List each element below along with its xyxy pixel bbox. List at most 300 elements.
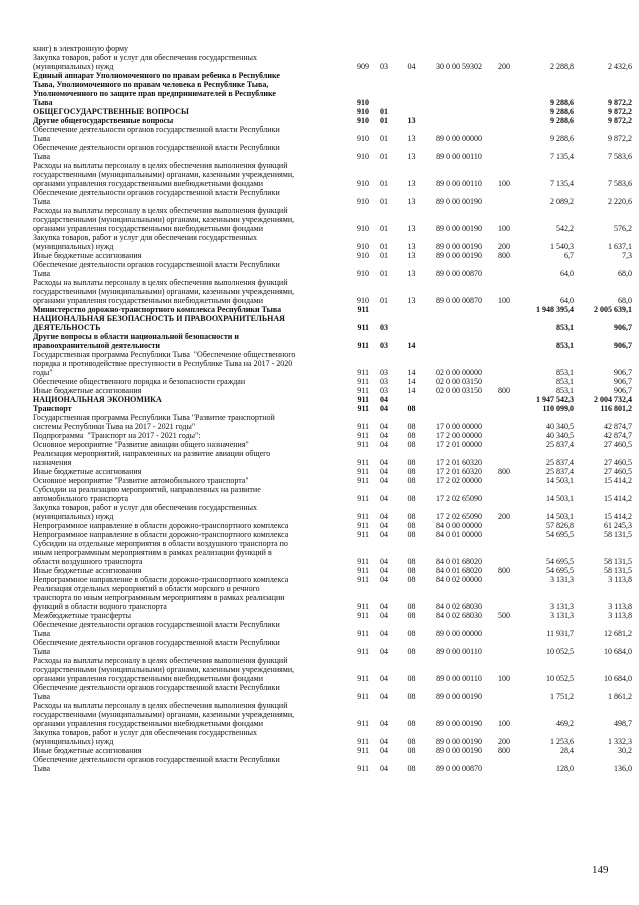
cell-amount-year1: 57 826,8 (546, 521, 574, 530)
table-row (33, 413, 633, 431)
row-name: НАЦИОНАЛЬНАЯ ЭКОНОМИКА (33, 395, 162, 404)
cell-amount-year2: 10 684,0 (604, 647, 632, 656)
cell-amount-year1: 54 695,5 (546, 557, 574, 566)
cell-ministry-code: 909 (357, 62, 369, 71)
table-row (33, 71, 633, 107)
cell-amount-year2: 1 332,3 (608, 737, 632, 746)
table-row (33, 350, 633, 377)
row-name: книг) в электронную форму (33, 44, 129, 53)
cell-subsection-code: 08 (407, 602, 416, 611)
row-name: Иные бюджетные ассигнования (33, 746, 142, 755)
cell-ministry-code: 910 (357, 116, 369, 125)
cell-amount-year2: 27 460,5 (604, 440, 632, 449)
cell-subsection-code: 13 (407, 251, 416, 260)
table-row (33, 125, 633, 143)
cell-amount-year1: 3 131,3 (550, 611, 574, 620)
cell-amount-year2: 3 113,8 (608, 575, 632, 584)
cell-ministry-code: 911 (357, 521, 369, 530)
cell-amount-year1: 54 695,5 (546, 566, 574, 575)
cell-subsection-code: 08 (407, 566, 416, 575)
cell-amount-year2: 1 637,1 (608, 242, 632, 251)
cell-ministry-code: 910 (357, 152, 369, 161)
cell-expense-type: 200 (498, 737, 510, 746)
cell-ministry-code: 911 (357, 530, 369, 539)
table-row (33, 107, 633, 116)
cell-amount-year1: 40 340,5 (546, 431, 574, 440)
cell-amount-year2: 61 245,3 (604, 521, 632, 530)
row-name: Транспорт (33, 404, 72, 413)
cell-amount-year1: 10 052,5 (546, 647, 574, 656)
cell-amount-year1: 1 947 542,3 (536, 395, 574, 404)
cell-section-code: 04 (380, 719, 388, 728)
row-name: Подпрограмма "Транспорт на 2017 - 2021 годы": (33, 431, 201, 440)
table-row (33, 467, 633, 476)
cell-target-article: 84 0 02 68030 (436, 602, 482, 611)
cell-target-article: 30 0 00 59302 (436, 62, 482, 71)
cell-ministry-code: 911 (357, 422, 369, 431)
cell-subsection-code: 08 (407, 629, 416, 638)
cell-section-code: 04 (380, 431, 388, 440)
cell-target-article: 89 0 00 00000 (436, 134, 482, 143)
cell-expense-type: 100 (498, 674, 510, 683)
cell-subsection-code: 08 (407, 467, 416, 476)
cell-amount-year1: 110 099,0 (542, 404, 574, 413)
cell-section-code: 04 (380, 692, 388, 701)
cell-section-code: 04 (380, 629, 388, 638)
cell-ministry-code: 911 (357, 377, 369, 386)
cell-ministry-code: 911 (357, 386, 369, 395)
row-name: Другие общегосударственные вопросы (33, 116, 174, 125)
cell-amount-year1: 853,1 (556, 341, 574, 350)
cell-amount-year2: 15 414,2 (604, 476, 632, 485)
row-name: Министерство дорожно-транспортного комплекса Республики Тыва (33, 305, 282, 314)
cell-section-code: 04 (380, 467, 388, 476)
cell-amount-year2: 42 874,7 (604, 422, 632, 431)
cell-target-article: 89 0 00 00190 (436, 197, 482, 206)
cell-subsection-code: 13 (407, 269, 416, 278)
cell-ministry-code: 911 (357, 458, 369, 467)
cell-amount-year1: 3 131,3 (550, 575, 574, 584)
cell-section-code: 01 (380, 224, 388, 233)
cell-ministry-code: 910 (357, 224, 369, 233)
table-row (33, 314, 633, 332)
cell-section-code: 01 (380, 251, 388, 260)
cell-amount-year2: 15 414,2 (604, 512, 632, 521)
row-name: Реализация мероприятий, направленных на развитие авиации общего назначения (33, 449, 271, 467)
cell-ministry-code: 910 (357, 107, 369, 116)
cell-expense-type: 100 (498, 296, 510, 305)
cell-amount-year1: 9 288,6 (550, 107, 574, 116)
cell-amount-year1: 9 288,6 (550, 134, 574, 143)
table-row (33, 503, 633, 521)
row-name: Расходы на выплаты персоналу в целях обеспечения выполнения функций государственными (муниципальными) органами, казенными учреждениями, органами управления государственными внебюджетными фондами (33, 161, 295, 188)
cell-subsection-code: 08 (407, 557, 416, 566)
cell-section-code: 03 (380, 377, 388, 386)
cell-amount-year2: 7 583,6 (608, 179, 632, 188)
row-name: Иные бюджетные ассигнования (33, 251, 142, 260)
cell-amount-year2: 906,7 (614, 377, 632, 386)
cell-target-article: 17 2 01 60320 (436, 458, 482, 467)
cell-section-code: 04 (380, 674, 388, 683)
cell-section-code: 04 (380, 440, 388, 449)
cell-amount-year1: 128,0 (556, 764, 574, 773)
cell-ministry-code: 911 (357, 602, 369, 611)
cell-amount-year2: 9 872,2 (608, 107, 632, 116)
row-name: Расходы на выплаты персоналу в целях обеспечения выполнения функций государственными (муниципальными) органами, казенными учреждениями, органами управления государственными внебюджетными фондами (33, 278, 295, 305)
table-row (33, 278, 633, 305)
table-row (33, 620, 633, 638)
cell-amount-year1: 25 837,4 (546, 440, 574, 449)
cell-amount-year2: 27 460,5 (604, 467, 632, 476)
cell-amount-year2: 68,0 (618, 296, 632, 305)
cell-subsection-code: 04 (407, 62, 416, 71)
table-row (33, 755, 633, 773)
cell-section-code: 01 (380, 269, 388, 278)
cell-amount-year2: 9 872,2 (608, 116, 632, 125)
cell-section-code: 01 (380, 152, 388, 161)
cell-amount-year1: 1 751,2 (550, 692, 574, 701)
cell-amount-year2: 7 583,6 (608, 152, 632, 161)
cell-section-code: 04 (380, 521, 388, 530)
cell-section-code: 04 (380, 557, 388, 566)
cell-section-code: 01 (380, 134, 388, 143)
row-name: Обеспечение деятельности органов государственной власти Республики Тыва (33, 620, 280, 638)
cell-amount-year2: 58 131,5 (604, 530, 632, 539)
cell-target-article: 89 0 00 00110 (436, 647, 482, 656)
table-row (33, 584, 633, 611)
row-name: Обеспечение деятельности органов государственной власти Республики Тыва (33, 260, 280, 278)
cell-section-code: 01 (380, 296, 388, 305)
cell-section-code: 04 (380, 476, 388, 485)
row-name: Субсидии на реализацию мероприятий, направленных на развитие автомобильного транспорта (33, 485, 261, 503)
cell-amount-year1: 853,1 (556, 368, 574, 377)
table-row (33, 395, 633, 404)
cell-target-article: 17 2 01 00000 (436, 440, 482, 449)
cell-target-article: 17 2 02 65090 (436, 494, 482, 503)
row-name: Обеспечение общественного порядка и безопасности граждан (33, 377, 246, 386)
cell-amount-year1: 64,0 (560, 269, 574, 278)
cell-subsection-code: 14 (407, 368, 416, 377)
cell-target-article: 89 0 00 00190 (436, 251, 482, 260)
cell-section-code: 04 (380, 395, 388, 404)
cell-amount-year2: 1 861,2 (608, 692, 632, 701)
row-name: Обеспечение деятельности органов государственной власти Республики Тыва (33, 143, 280, 161)
table-row (33, 638, 633, 656)
cell-target-article: 84 0 01 68020 (436, 557, 482, 566)
cell-amount-year2: 7,3 (622, 251, 632, 260)
cell-expense-type: 800 (498, 566, 510, 575)
cell-ministry-code: 911 (357, 674, 369, 683)
cell-target-article: 89 0 00 00190 (436, 746, 482, 755)
cell-subsection-code: 08 (407, 494, 416, 503)
table-row (33, 116, 633, 125)
table-row (33, 746, 633, 755)
row-name: НАЦИОНАЛЬНАЯ БЕЗОПАСНОСТЬ И ПРАВООХРАНИТЕЛЬНАЯ ДЕЯТЕЛЬНОСТЬ (33, 314, 285, 332)
cell-ministry-code: 910 (357, 134, 369, 143)
cell-ministry-code: 911 (357, 395, 369, 404)
table-row (33, 233, 633, 251)
cell-section-code: 04 (380, 422, 388, 431)
cell-expense-type: 500 (498, 611, 510, 620)
cell-subsection-code: 14 (407, 377, 416, 386)
cell-ministry-code: 911 (357, 647, 369, 656)
cell-amount-year1: 64,0 (560, 296, 574, 305)
cell-amount-year1: 1 540,3 (550, 242, 574, 251)
cell-target-article: 17 2 00 00000 (436, 431, 482, 440)
cell-ministry-code: 911 (357, 764, 369, 773)
cell-target-article: 89 0 00 00110 (436, 179, 482, 188)
cell-subsection-code: 13 (407, 224, 416, 233)
row-name: Закупка товаров, работ и услуг для обеспечения государственных (муниципальных) нужд (33, 233, 258, 251)
row-name: Единый аппарат Уполномоченного по правам ребенка в Республике Тыва, Уполномоченного по правам человека в Республике Тыва, Уполномоченного по защите прав предпринимателей в Республике Тыва (33, 71, 280, 107)
table-row (33, 566, 633, 575)
cell-subsection-code: 13 (407, 116, 416, 125)
cell-subsection-code: 08 (407, 404, 416, 413)
cell-target-article: 89 0 00 00190 (436, 224, 482, 233)
cell-subsection-code: 08 (407, 737, 416, 746)
row-name: Обеспечение деятельности органов государственной власти Республики Тыва (33, 683, 280, 701)
cell-subsection-code: 08 (407, 674, 416, 683)
cell-ministry-code: 911 (357, 746, 369, 755)
cell-amount-year1: 40 340,5 (546, 422, 574, 431)
row-name: Обеспечение деятельности органов государственной власти Республики Тыва (33, 188, 280, 206)
cell-expense-type: 800 (498, 467, 510, 476)
cell-ministry-code: 911 (357, 557, 369, 566)
cell-section-code: 04 (380, 458, 388, 467)
cell-ministry-code: 911 (357, 566, 369, 575)
row-name: Обеспечение деятельности органов государственной власти Республики Тыва (33, 755, 280, 773)
table-row (33, 260, 633, 278)
row-name: Непрограммное направление в области дорожно-транспортного комплекса (33, 530, 289, 539)
cell-amount-year2: 906,7 (614, 368, 632, 377)
row-name: Расходы на выплаты персоналу в целях обеспечения выполнения функций государственными (муниципальными) органами, казенными учреждениями, органами управления государственными внебюджетными фондами (33, 701, 295, 728)
cell-amount-year2: 906,7 (614, 386, 632, 395)
table-row (33, 656, 633, 683)
row-name: Иные бюджетные ассигнования (33, 386, 142, 395)
cell-subsection-code: 08 (407, 440, 416, 449)
cell-amount-year2: 58 131,5 (604, 557, 632, 566)
cell-subsection-code: 08 (407, 692, 416, 701)
cell-amount-year1: 1 253,6 (550, 737, 574, 746)
cell-amount-year2: 906,7 (614, 341, 632, 350)
cell-ministry-code: 911 (357, 440, 369, 449)
cell-amount-year1: 853,1 (556, 377, 574, 386)
table-row (33, 440, 633, 449)
cell-target-article: 17 2 02 00000 (436, 476, 482, 485)
cell-ministry-code: 911 (357, 404, 369, 413)
cell-ministry-code: 911 (357, 494, 369, 503)
table-row (33, 530, 633, 539)
table-row (33, 251, 633, 260)
cell-amount-year1: 7 135,4 (550, 152, 574, 161)
cell-ministry-code: 911 (357, 431, 369, 440)
cell-subsection-code: 08 (407, 521, 416, 530)
cell-section-code: 04 (380, 575, 388, 584)
row-name: Основное мероприятие "Развитие авиации общего назначения" (33, 440, 249, 449)
cell-amount-year1: 2 288,8 (550, 62, 574, 71)
table-row (33, 161, 633, 188)
cell-amount-year2: 58 131,5 (604, 566, 632, 575)
row-name: Закупка товаров, работ и услуг для обеспечения государственных (муниципальных) нужд (33, 728, 258, 746)
cell-amount-year2: 2 220,6 (608, 197, 632, 206)
cell-subsection-code: 13 (407, 242, 416, 251)
cell-target-article: 02 0 00 03150 (436, 386, 482, 395)
cell-target-article: 02 0 00 03150 (436, 377, 482, 386)
cell-expense-type: 200 (498, 242, 510, 251)
cell-target-article: 84 0 00 00000 (436, 521, 482, 530)
cell-target-article: 17 2 01 60320 (436, 467, 482, 476)
cell-amount-year2: 42 874,7 (604, 431, 632, 440)
cell-amount-year1: 10 052,5 (546, 674, 574, 683)
table-row (33, 701, 633, 728)
cell-expense-type: 800 (498, 746, 510, 755)
row-name: Субсидии на отдельные мероприятия в области воздушного транспорта по иным непрограммным мероприятиям в рамках реализации функций в области воздушного транспорта (33, 539, 288, 566)
cell-section-code: 04 (380, 611, 388, 620)
cell-amount-year2: 12 681,2 (604, 629, 632, 638)
table-row (33, 539, 633, 566)
table-row (33, 377, 633, 386)
cell-amount-year2: 2 432,6 (608, 62, 632, 71)
cell-section-code: 01 (380, 107, 388, 116)
cell-amount-year1: 853,1 (556, 323, 574, 332)
cell-amount-year1: 542,2 (556, 224, 574, 233)
cell-amount-year1: 54 695,5 (546, 530, 574, 539)
cell-section-code: 01 (380, 116, 388, 125)
row-name: Реализация отдельных мероприятий в области морского и речного транспорта по иным непрограммным мероприятиям в рамках реализации функций в области водного транспорта (33, 584, 285, 611)
cell-ministry-code: 910 (357, 242, 369, 251)
cell-target-article: 89 0 00 00190 (436, 737, 482, 746)
cell-ministry-code: 911 (357, 629, 369, 638)
row-name: Закупка товаров, работ и услуг для обеспечения государственных (муниципальных) нужд (33, 53, 258, 71)
cell-amount-year1: 28,4 (560, 746, 574, 755)
cell-subsection-code: 13 (407, 134, 416, 143)
cell-amount-year1: 14 503,1 (546, 476, 574, 485)
cell-ministry-code: 910 (357, 98, 369, 107)
cell-subsection-code: 08 (407, 458, 416, 467)
cell-section-code: 04 (380, 746, 388, 755)
cell-subsection-code: 13 (407, 179, 416, 188)
cell-subsection-code: 08 (407, 431, 416, 440)
cell-expense-type: 100 (498, 719, 510, 728)
cell-subsection-code: 08 (407, 422, 416, 431)
row-name: Обеспечение деятельности органов государственной власти Республики Тыва (33, 638, 280, 656)
cell-section-code: 04 (380, 566, 388, 575)
row-name: Государственная программа Республики Тыва "Обеспечение общественного порядка и противодействие преступности в Республике Тыва на 2017 - 2020 годы" (33, 350, 296, 377)
table-row (33, 188, 633, 206)
cell-section-code: 03 (380, 368, 388, 377)
cell-amount-year2: 136,0 (614, 764, 632, 773)
row-name: Межбюджетные трансферты (33, 611, 131, 620)
cell-subsection-code: 08 (407, 611, 416, 620)
table-row (33, 575, 633, 584)
cell-expense-type: 800 (498, 251, 510, 260)
cell-subsection-code: 13 (407, 197, 416, 206)
cell-subsection-code: 08 (407, 512, 416, 521)
cell-amount-year2: 10 684,0 (604, 674, 632, 683)
cell-ministry-code: 910 (357, 197, 369, 206)
table-row (33, 476, 633, 485)
cell-expense-type: 100 (498, 179, 510, 188)
cell-amount-year2: 30,2 (618, 746, 632, 755)
cell-ministry-code: 911 (357, 737, 369, 746)
row-name: Расходы на выплаты персоналу в целях обеспечения выполнения функций государственными (муниципальными) органами, казенными учреждениями, органами управления государственными внебюджетными фондами (33, 206, 295, 233)
cell-amount-year1: 2 089,2 (550, 197, 574, 206)
cell-target-article: 17 0 00 00000 (436, 422, 482, 431)
cell-amount-year2: 2 004 732,4 (594, 395, 632, 404)
cell-amount-year2: 2 005 639,1 (594, 305, 632, 314)
cell-section-code: 03 (380, 62, 388, 71)
table-row (33, 44, 633, 53)
row-name: Расходы на выплаты персоналу в целях обеспечения выполнения функций государственными (муниципальными) органами, казенными учреждениями, органами управления государственными внебюджетными фондами (33, 656, 295, 683)
cell-ministry-code: 911 (357, 341, 369, 350)
cell-section-code: 03 (380, 323, 388, 332)
cell-amount-year1: 6,7 (564, 251, 574, 260)
cell-ministry-code: 910 (357, 179, 369, 188)
cell-amount-year2: 498,7 (614, 719, 632, 728)
cell-target-article: 84 0 02 00000 (436, 575, 482, 584)
cell-amount-year1: 9 288,6 (550, 116, 574, 125)
table-row (33, 683, 633, 701)
cell-amount-year2: 68,0 (618, 269, 632, 278)
cell-ministry-code: 911 (357, 575, 369, 584)
cell-ministry-code: 911 (357, 467, 369, 476)
cell-subsection-code: 14 (407, 386, 416, 395)
cell-target-article: 89 0 00 00190 (436, 242, 482, 251)
row-name: Закупка товаров, работ и услуг для обеспечения государственных (муниципальных) нужд (33, 503, 258, 521)
cell-target-article: 89 0 00 00190 (436, 719, 482, 728)
table-row (33, 449, 633, 467)
cell-amount-year2: 116 801,2 (600, 404, 632, 413)
cell-subsection-code: 08 (407, 764, 416, 773)
cell-amount-year2: 15 414,2 (604, 494, 632, 503)
table-row (33, 611, 633, 620)
cell-target-article: 84 0 02 68030 (436, 611, 482, 620)
table-row (33, 53, 633, 71)
cell-section-code: 04 (380, 764, 388, 773)
cell-section-code: 04 (380, 512, 388, 521)
table-row (33, 143, 633, 161)
cell-ministry-code: 910 (357, 251, 369, 260)
cell-ministry-code: 911 (357, 323, 369, 332)
cell-section-code: 04 (380, 647, 388, 656)
cell-ministry-code: 911 (357, 512, 369, 521)
row-name: Непрограммное направление в области дорожно-транспортного комплекса (33, 575, 289, 584)
cell-section-code: 01 (380, 242, 388, 251)
cell-subsection-code: 13 (407, 152, 416, 161)
row-name: Обеспечение деятельности органов государственной власти Республики Тыва (33, 125, 280, 143)
row-name: Непрограммное направление в области дорожно-транспортного комплекса (33, 521, 289, 530)
cell-ministry-code: 911 (357, 611, 369, 620)
cell-section-code: 04 (380, 494, 388, 503)
cell-expense-type: 800 (498, 386, 510, 395)
cell-expense-type: 200 (498, 62, 510, 71)
budget-table (33, 44, 633, 773)
cell-amount-year1: 3 131,3 (550, 602, 574, 611)
cell-subsection-code: 08 (407, 719, 416, 728)
cell-amount-year2: 9 872,2 (608, 134, 632, 143)
cell-ministry-code: 911 (357, 368, 369, 377)
cell-amount-year1: 469,2 (556, 719, 574, 728)
row-name: Основное мероприятие "Развитие автомобильного транспорта" (33, 476, 249, 485)
cell-expense-type: 100 (498, 224, 510, 233)
table-row (33, 404, 633, 413)
cell-subsection-code: 08 (407, 530, 416, 539)
cell-ministry-code: 911 (357, 692, 369, 701)
cell-target-article: 89 0 00 00000 (436, 629, 482, 638)
cell-amount-year1: 14 503,1 (546, 494, 574, 503)
row-name: Государственная программа Республики Тыва "Развитие транспортной системы Республики Тыва на 2017 - 2021 годы" (33, 413, 275, 431)
cell-ministry-code: 911 (357, 719, 369, 728)
